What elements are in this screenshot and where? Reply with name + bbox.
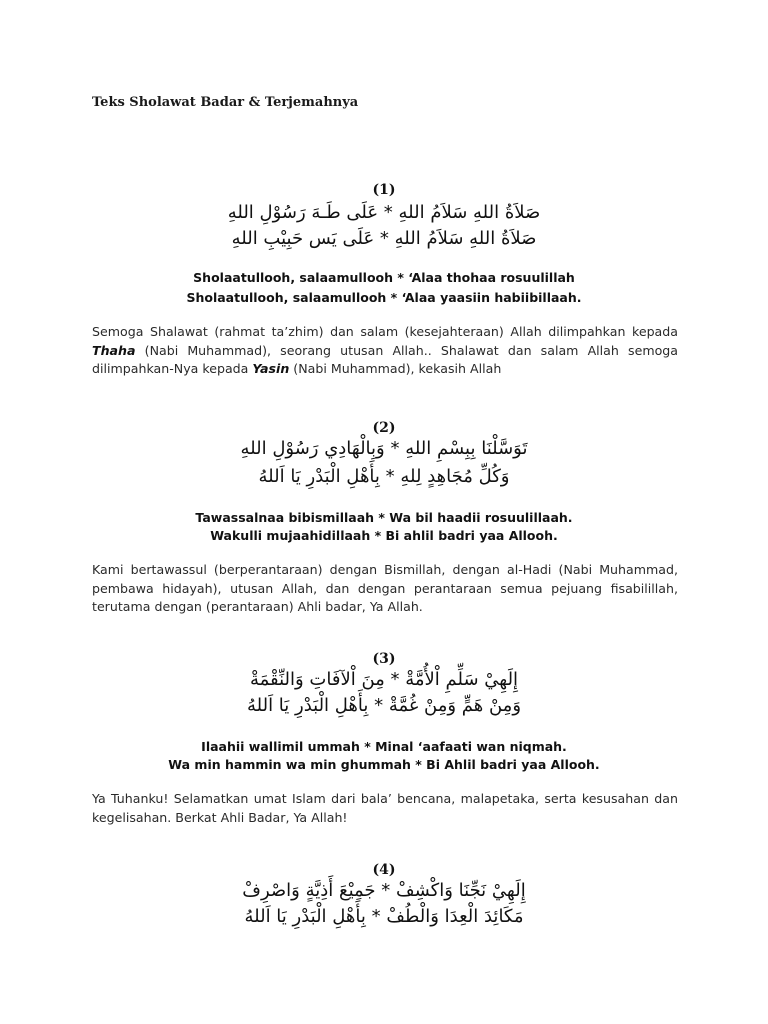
verse-number: (4) — [372, 862, 396, 878]
arabic-line: إِلَهِيْ نَجِّنَا وَاكْشِفْ * جَمِيْعَ أَذِيَّةٍ وَاصْرِفْ — [242, 880, 526, 901]
transliteration-line: Tawassalnaa bibismillaah * Wa bil haadii rosuulillaah. — [195, 510, 573, 525]
meaning-text: (Nabi Muhammad), kekasih Allah — [289, 361, 502, 376]
arabic-line: وَكُلِّ مُجَاهِدٍ لِلهِ * بِأَهْلِ الْبَدْرِ يَا اَللهُ — [258, 466, 510, 487]
arabic-line: صَلاَةُ اللهِ سَلاَمُ اللهِ * عَلَى طَـهَ رَسُوْلِ اللهِ — [227, 202, 541, 223]
verse-number: (1) — [372, 182, 396, 198]
document-title: Teks Sholawat Badar & Terjemahnya — [92, 95, 359, 110]
meaning-emphasis: Yasin — [252, 361, 290, 376]
arabic-line: مَكَائِدَ الْعِدَا وَالْطُفْ * بِأَهْلِ الْبَدْرِ يَا اَللهُ — [244, 906, 524, 927]
meaning-text: Semoga Shalawat (rahmat ta’zhim) dan salam (kesejahteraan) Allah dilimpahkan kepada — [92, 324, 678, 339]
arabic-line: إِلَهِيْ سَلِّمِ اْلأُمَّةْ * مِنَ اْلآفَاتِ وَالنِّقْمَةْ — [249, 669, 519, 690]
arabic-line: وَمِنْ هَمٍّ وَمِنْ غُمَّةْ * بِأَهْلِ الْبَدْرِ يَا اَللهُ — [246, 695, 522, 716]
transliteration-line: Sholaatullooh, salaamullooh * ‘Alaa thohaa rosuulillah — [193, 270, 575, 285]
transliteration-line: Wa min hammin wa min ghummah * Bi Ahlil badri yaa Allooh. — [168, 757, 600, 772]
verse-number: (3) — [372, 651, 396, 667]
meaning-emphasis: Thaha — [92, 342, 136, 358]
meaning-text: (Nabi Muhammad), seorang utusan Allah.. Shalawat dan salam Allah semoga dilimpahkan-Nya kepada — [92, 342, 678, 376]
verse-meaning: Ya Tuhanku! Selamatkan umat Islam dari bala’ bencana, malapetaka, serta kesusahan dan kegelisahan. Berkat Ahli Badar, Ya Allah! — [92, 791, 678, 825]
verse-meaning — [92, 323, 678, 379]
transliteration-line: Sholaatullooh, salaamullooh * ‘Alaa yaasiin habiibillaah. — [186, 290, 582, 305]
transliteration-line: Wakulli mujaahidillaah * Bi ahlil badri yaa Allooh. — [210, 528, 558, 543]
transliteration-line: Ilaahii wallimil ummah * Minal ‘aafaati wan niqmah. — [201, 739, 567, 754]
verse-meaning: Kami bertawassul (berperantaraan) dengan Bismillah, dengan al-Hadi (Nabi Muhammad, pembawa hidayah), utusan Allah, dan dengan perantaraan semua pejuang fisabilillah, terutama dengan (perantaraan) Ahli badar, Ya Allah. — [92, 562, 678, 614]
arabic-line: صَلاَةُ اللهِ سَلاَمُ اللهِ * عَلَى يَس حَبِيْبِ اللهِ — [231, 228, 537, 249]
arabic-line: تَوَسَّلْنَا بِبِسْمِ اللهِ * وَبِالْهَادِي رَسُوْلِ اللهِ — [240, 438, 528, 459]
verse-number: (2) — [372, 420, 396, 436]
